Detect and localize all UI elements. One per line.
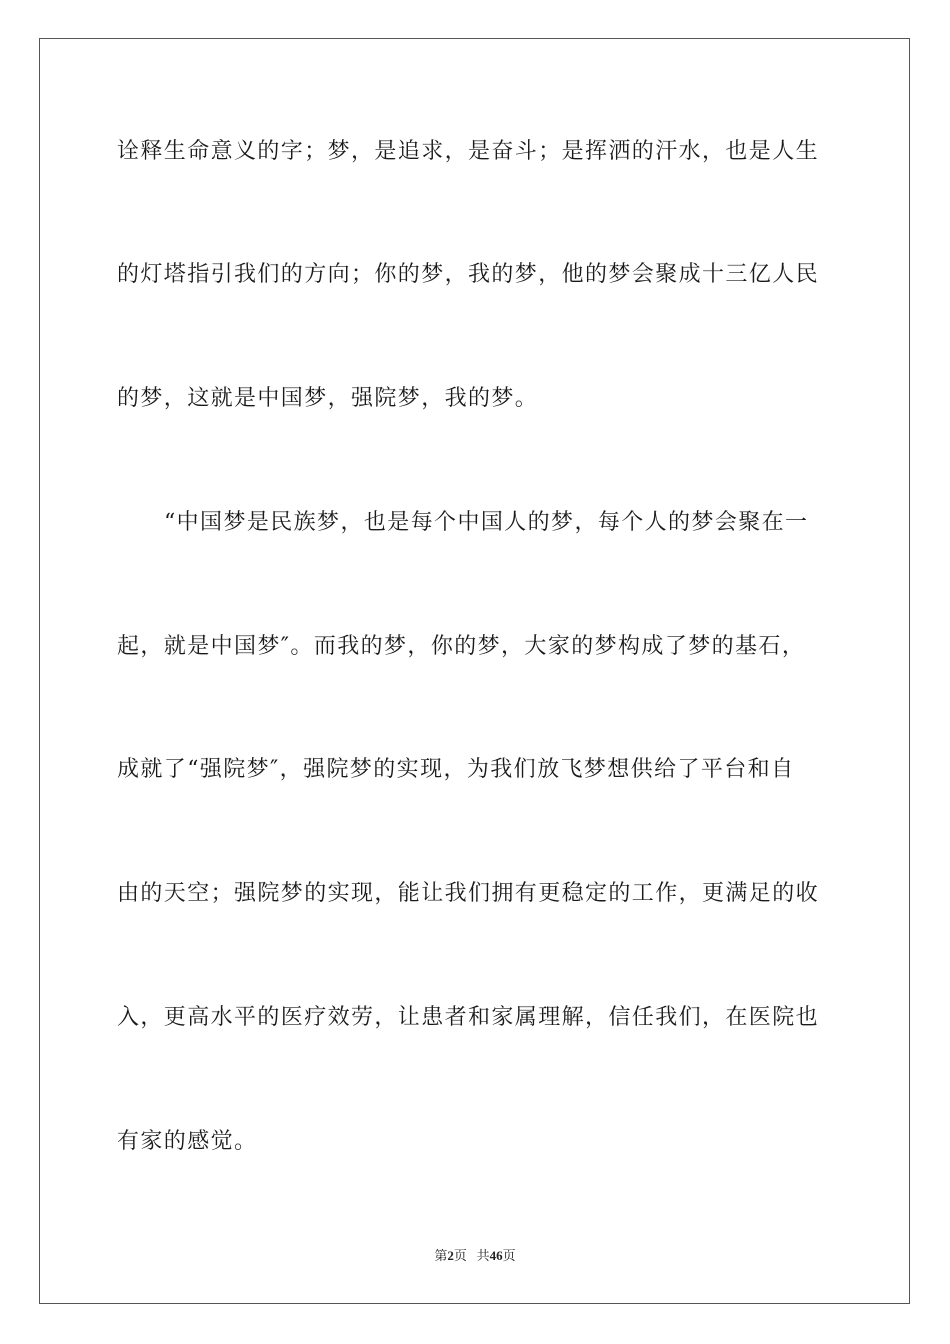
total-page-count: 46 xyxy=(489,1248,503,1263)
page-prefix: 第 xyxy=(434,1248,448,1263)
current-page-number: 2 xyxy=(447,1248,454,1263)
paragraph-line-6: 成就了“强院梦″，强院梦的实现，为我们放飞梦想供给了平台和自 xyxy=(117,757,795,782)
page-border xyxy=(39,38,910,1304)
paragraph-line-2: 的灯塔指引我们的方向；你的梦，我的梦，他的梦会聚成十三亿人民 xyxy=(117,262,820,287)
paragraph-line-4: “中国梦是民族梦，也是每个中国人的梦，每个人的梦会聚在一 xyxy=(164,510,809,535)
paragraph-line-8: 入，更高水平的医疗效劳，让患者和家属理解，信任我们，在医院也 xyxy=(117,1005,820,1030)
page-number-footer xyxy=(0,1247,950,1265)
paragraph-line-9: 有家的感觉。 xyxy=(117,1129,258,1154)
paragraph-line-5: 起，就是中国梦″。而我的梦，你的梦，大家的梦构成了梦的基石， xyxy=(117,634,806,659)
total-prefix: 共 xyxy=(476,1248,490,1263)
paragraph-line-1: 诠释生命意义的字；梦，是追求，是奋斗；是挥洒的汗水，也是人生 xyxy=(117,139,820,164)
total-suffix: 页 xyxy=(502,1248,516,1263)
paragraph-line-3: 的梦，这就是中国梦，强院梦，我的梦。 xyxy=(117,386,539,411)
page-suffix: 页 xyxy=(453,1248,467,1263)
paragraph-line-7: 由的天空；强院梦的实现，能让我们拥有更稳定的工作，更满足的收 xyxy=(117,881,820,906)
